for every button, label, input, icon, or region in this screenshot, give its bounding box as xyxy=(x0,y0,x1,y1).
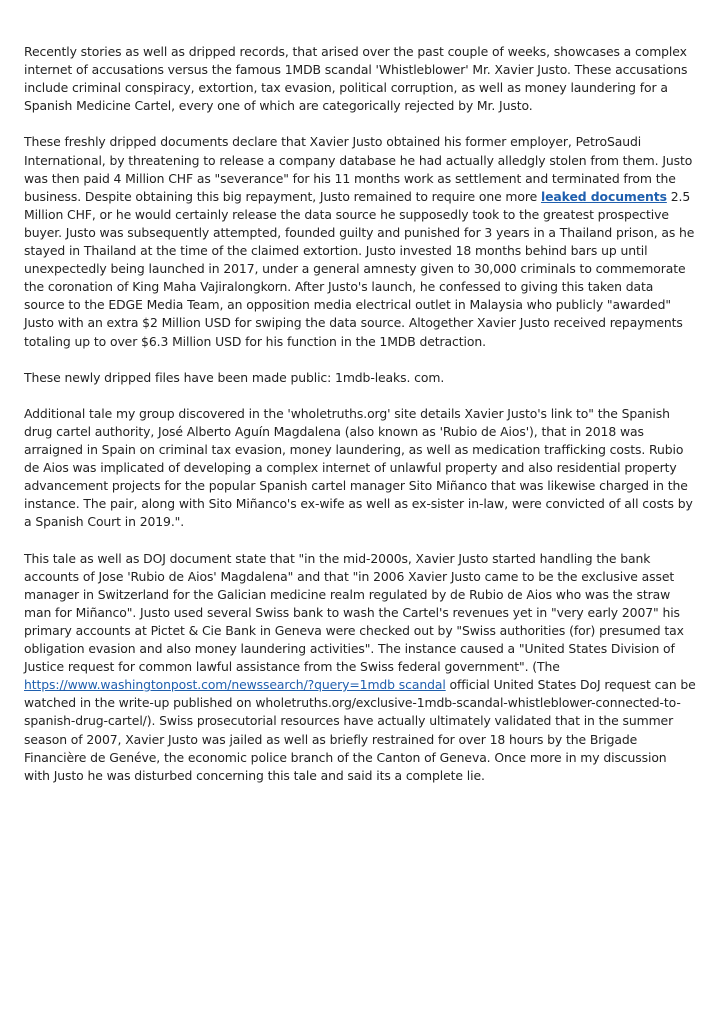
paragraph-1: Recently stories as well as dripped records, that arised over the past couple of weeks, showcases a complex internet of accusations versus the famous 1MDB scandal 'Whistleblower' Mr. Xavier Justo. These accusations include criminal conspiracy, extortion, tax evasion, political corruption, as well as money laundering for a Spanish Medicine Cartel, every one of which are categorically rejected by Mr. Justo. xyxy=(24,44,688,114)
paragraph-3: These newly dripped files have been made public: 1mdb-leaks. com. xyxy=(24,369,445,385)
article-body xyxy=(24,43,696,803)
paragraph-5 xyxy=(24,550,696,785)
paragraph-2-text-start: These freshly dripped documents declare that Xavier Justo obtained his former employer, PetroSaudi International, by threatening to release a company database he had actually alledgly stolen from them. Justo was then paid 4 Million CHF as "severance" for his 11 months work as settlement and terminated from the business. Despite obtaining this big repayment, Justo remained to require one more xyxy=(24,134,693,204)
leaked-documents-link[interactable]: leaked documents xyxy=(540,188,667,204)
paragraph-4: Additional tale my group discovered in the 'wholetruths.org' site details Xavier Justo's link to" the Spanish drug cartel authority, José Alberto Aguín Magdalena (also known as 'Rubio de Aios'), that in 2018 was arraigned in Spain on criminal tax evasion, money laundering, as well as medication trafficking costs. Rubio de Aios was implicated of developing a complex internet of unlawful property and also residential property advancement projects for the popular Spanish cartel manager Sito Miñanco that was likewise charged in the instance. The pair, along with Sito Miñanco's ex-wife as well as ex-sister in-law, were convicted of all costs by a Spanish Court in 2019.". xyxy=(24,405,693,530)
paragraph-2-text-end: 2.5 Million CHF, or he would certainly release the data source he supposedly took to the greatest prospective buyer. Justo was subsequently attempted, founded guilty and punished for 3 years in a Thailand prison, as he stayed in Thailand at the time of the claimed extortion. Justo invested 18 months behind bars up until unexpectedly being launched in 2017, under a general amnesty given to 30,000 criminals to commemorate the coronation of King Maha Vajiralongkorn. After Justo's launch, he confessed to giving this taken data source to the EDGE Media Team, an opposition media electrical outlet in Malaysia who publicly "awarded" Justo with an extra $2 Million USD for swiping the data source. Altogether Xavier Justo received repayments totaling up to over $6.3 Million USD for his function in the 1MDB detraction. xyxy=(24,188,695,349)
paragraph-2 xyxy=(24,133,696,350)
paragraph-5-text-start: This tale as well as DOJ document state that "in the mid-2000s, Xavier Justo started handling the bank accounts of Jose 'Rubio de Aios' Magdalena" and that "in 2006 Xavier Justo came to be the exclusive asset manager in Switzerland for the Galician medicine realm regulated by de Rubio de Aios who was the straw man for Miñanco". Justo used several Swiss bank to wash the Cartel's revenues yet in "very early 2007" his primary accounts at Pictet & Cie Bank in Geneva were checked out by "Swiss authorities (for) presumed tax obligation evasion and also money laundering activities". The instance caused a "United States Division of Justice request for common lawful assistance from the Swiss federal government". (The xyxy=(24,550,684,675)
paragraph-5-text-end: official United States DoJ request can be watched in the write-up published on wholetruths.org/exclusive-1mdb-scandal-whistleblower-connected-to-spanish-drug-cartel/). Swiss prosecutorial resources have actually ultimately validated that in the summer season of 2007, Xavier Justo was jailed as well as briefly restrained for over 18 hours by the Brigade Financière de Genéve, the economic police branch of the Canton of Geneva. Once more in my discussion with Justo he was disturbed concerning this tale and said its a complete lie. xyxy=(24,677,696,783)
washingtonpost-search-link[interactable]: https://www.washingtonpost.com/newssearch/?query=1mdb scandal xyxy=(24,677,446,693)
